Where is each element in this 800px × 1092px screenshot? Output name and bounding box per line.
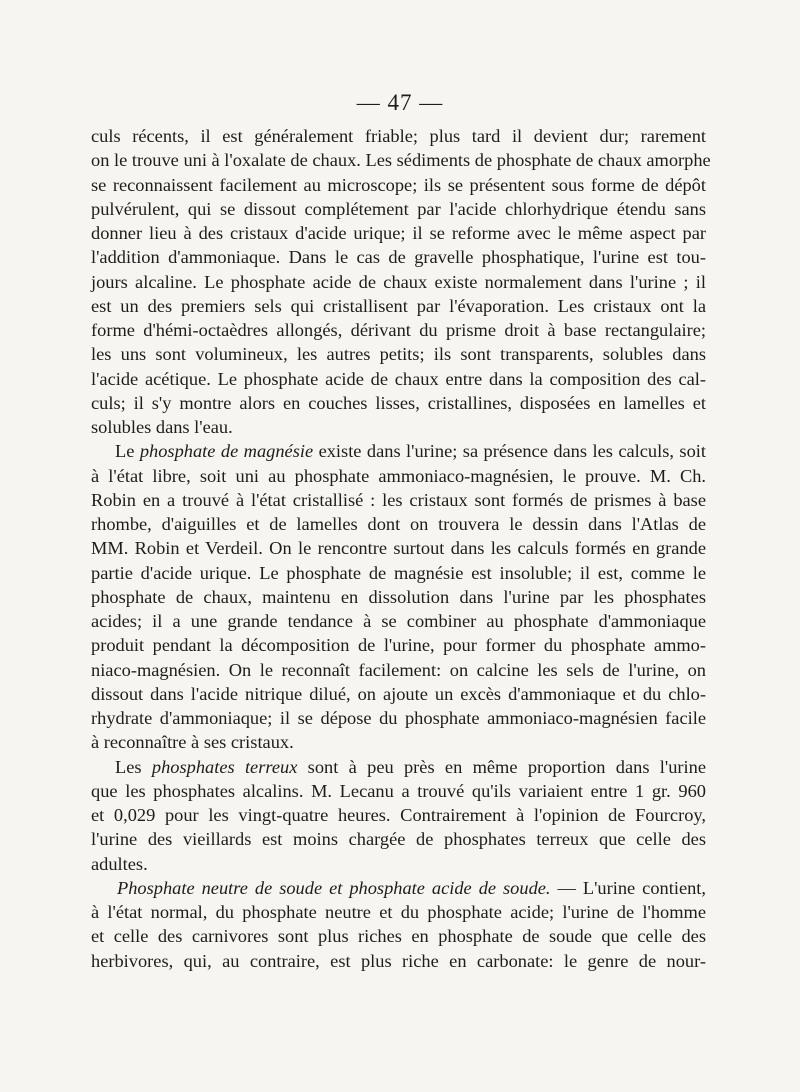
text-line: l'acide acétique. Le phosphate acide de chaux entre dans la composition des cal- xyxy=(91,368,706,389)
text-line: forme d'hémi-octaèdres allongés, dérivant du prisme droit à base rectangulaire; xyxy=(91,320,706,340)
text-line: est un des premiers sels qui cristallisent par l'évaporation. Les cristaux ont la xyxy=(91,295,706,316)
text-line: produit pendant la décomposition de l'urine, pour former du phosphate ammo- xyxy=(91,635,706,656)
text-line: on le trouve uni à l'oxalate de chaux. Les sédiments de phosphate de chaux amorphe xyxy=(91,150,711,171)
text-line: les uns sont volumineux, les autres petits; ils sont transparents, solubles dans xyxy=(91,344,706,365)
text-line: adultes. xyxy=(91,853,148,874)
text-line: niaco-magnésien. On le reconnaît facilement: on calcine les sels de l'urine, on xyxy=(91,659,706,680)
text-line: à reconnaître à ses cristaux. xyxy=(91,732,294,753)
text-line: culs récents, il est généralement friable; plus tard il devient dur; rarement xyxy=(91,126,706,146)
text-run: Les xyxy=(115,756,152,777)
text-run: — L'urine contient, xyxy=(550,877,707,898)
text-line: herbivores, qui, au contraire, est plus riche en carbonate: le genre de nour- xyxy=(91,950,706,971)
text-run: existe dans l'urine; sa présence dans les calculs, soit xyxy=(313,441,706,462)
paragraph-first-line xyxy=(91,439,706,463)
text-line: culs; il s'y montre alors en couches lisses, cristallines, disposées en lamelles et xyxy=(91,392,706,413)
text-line: acides; il a une grande tendance à se combiner au phosphate d'ammoniaque xyxy=(91,611,706,631)
italic-term: phosphate de magnésie xyxy=(139,441,314,462)
text-line: à l'état libre, soit uni au phosphate ammoniaco-magnésien, le prouve. M. Ch. xyxy=(91,465,706,486)
text-line: l'urine des vieillards est moins chargée de phosphates terreux que celle des xyxy=(91,829,706,850)
text-line: à l'état normal, du phosphate neutre et du phosphate acide; l'urine de l'homme xyxy=(91,902,706,922)
text-line: rhydrate d'ammoniaque; il se dépose du phosphate ammoniaco-magnésien facile xyxy=(91,708,706,728)
paragraph-first-line xyxy=(91,876,706,900)
body-text xyxy=(91,124,711,973)
text-run: Le xyxy=(115,441,140,462)
text-line: se reconnaissent facilement au microscope; ils se présentent sous forme de dépôt xyxy=(91,174,706,195)
text-line: dissout dans l'acide nitrique dilué, on ajoute un excès d'ammoniaque et du chlo- xyxy=(91,683,706,704)
text-line: que les phosphates alcalins. M. Lecanu a trouvé qu'ils variaient entre 1 gr. 960 xyxy=(91,780,706,801)
page-number: — 47 — xyxy=(356,90,444,115)
text-line: phosphate de chaux, maintenu en dissolution dans l'urine par les phosphates xyxy=(91,586,706,607)
text-line: rhombe, d'aiguilles et de lamelles dont on trouvera le dessin dans l'Atlas de xyxy=(91,514,706,534)
text-line: pulvérulent, qui se dissout complétement par l'acide chlorhydrique étendu sans xyxy=(91,198,706,219)
text-line: jours alcaline. Le phosphate acide de chaux existe normalement dans l'urine ; il xyxy=(91,271,706,292)
text-line: l'addition d'ammoniaque. Dans le cas de gravelle phosphatique, l'urine est tou- xyxy=(91,247,706,268)
paragraph-first-line xyxy=(91,755,706,779)
text-line: MM. Robin et Verdeil. On le rencontre surtout dans les calculs formés en grande xyxy=(91,538,706,559)
italic-heading: Phosphate neutre de soude et phosphate acide de soude. xyxy=(117,877,551,898)
text-line: partie d'acide urique. Le phosphate de magnésie est insoluble; il est, comme le xyxy=(91,562,706,583)
text-line: solubles dans l'eau. xyxy=(91,417,233,437)
italic-term: phosphates terreux xyxy=(151,756,298,777)
text-line: et 0,029 pour les vingt-quatre heures. Contrairement à l'opinion de Fourcroy, xyxy=(91,805,706,825)
text-line: donner lieu à des cristaux d'acide urique; il se reforme avec le même aspect par xyxy=(91,223,706,243)
text-line: et celle des carnivores sont plus riches en phosphate de soude que celle des xyxy=(91,926,706,947)
text-line: Robin en a trouvé à l'état cristallisé : les cristaux sont formés de prismes à base xyxy=(91,489,706,510)
text-run: sont à peu près en même proportion dans l'urine xyxy=(297,756,707,777)
